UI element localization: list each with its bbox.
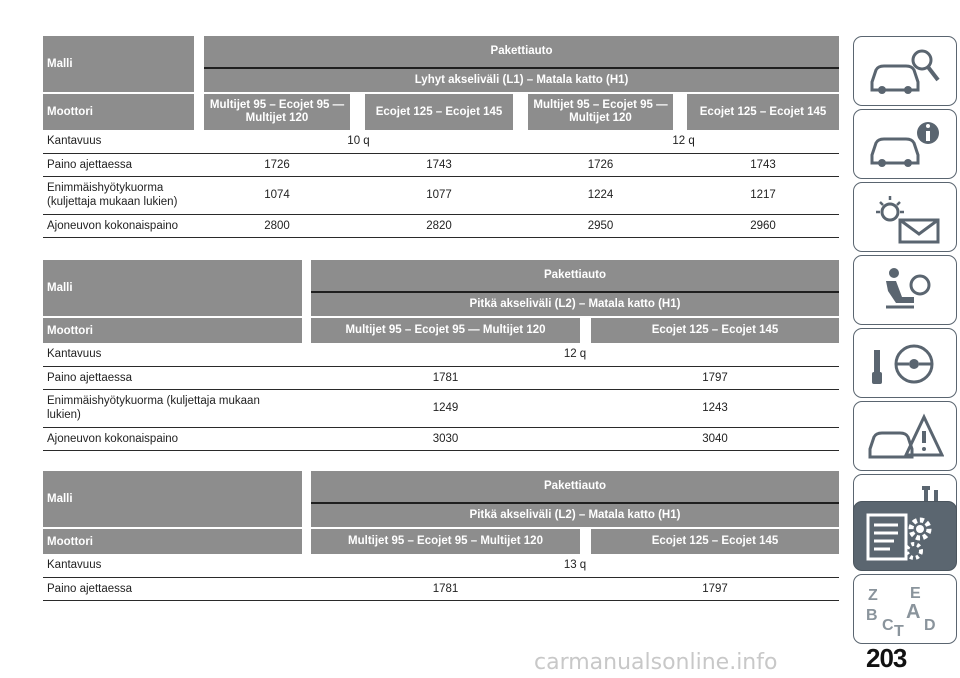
engine-header: Multijet 95 – Ecojet 95 — Multijet 120 — [528, 93, 673, 130]
tab-safety[interactable] — [853, 109, 957, 179]
row-value: 2960 — [687, 214, 839, 237]
row-value: 1217 — [687, 176, 839, 214]
table-row — [43, 577, 839, 600]
row-value: 12 q — [528, 130, 839, 153]
pakettiauto-header: Pakettiauto — [311, 260, 839, 292]
spec-list-gears-icon — [864, 509, 944, 565]
svg-text:D: D — [924, 617, 936, 634]
car-info-icon — [864, 117, 944, 173]
wheelbase-subtitle: Lyhyt akseliväli (L1) – Matala katto (H1) — [204, 68, 839, 93]
row-value: 1797 — [591, 577, 839, 600]
row-label: Paino ajettaessa — [43, 366, 302, 389]
pakettiauto-header: Pakettiauto — [204, 36, 839, 68]
svg-text:A: A — [906, 601, 921, 623]
moottori-label: Moottori — [43, 93, 194, 130]
row-value: 3030 — [311, 427, 580, 450]
tab-index[interactable] — [853, 574, 957, 644]
svg-text:C: C — [882, 617, 894, 634]
engine-header: Ecojet 125 – Ecojet 145 — [591, 317, 839, 343]
svg-text:E: E — [910, 585, 921, 602]
key-steering-wheel-icon — [864, 336, 944, 392]
page-number: 203 — [866, 643, 907, 673]
row-value: 2800 — [204, 214, 350, 237]
table-row — [43, 427, 839, 450]
row-value: 1797 — [591, 366, 839, 389]
svg-text:T: T — [894, 623, 904, 638]
row-value: 2950 — [528, 214, 673, 237]
watermark: carmanualsonline.info — [534, 650, 778, 675]
engine-header: Ecojet 125 – Ecojet 145 — [591, 528, 839, 554]
table-row — [43, 176, 839, 214]
svg-text:Z: Z — [868, 587, 878, 604]
row-value: 1077 — [365, 176, 513, 214]
wheelbase-subtitle: Pitkä akseliväli (L2) – Matala katto (H1) — [311, 503, 839, 528]
row-label: Kantavuus — [43, 130, 194, 153]
warning-light-envelope-icon — [864, 190, 944, 246]
engine-header: Multijet 95 – Ecojet 95 — Multijet 120 — [204, 93, 350, 130]
table-row — [43, 343, 839, 366]
engine-header: Multijet 95 – Ecojet 95 — Multijet 120 — [311, 317, 580, 343]
table-row — [43, 554, 839, 577]
tab-dashboard[interactable] — [853, 36, 957, 106]
spec-table-l2-h1-a — [43, 260, 839, 451]
malli-label: Malli — [43, 260, 302, 317]
row-value: 12 q — [311, 343, 839, 366]
table-row — [43, 153, 839, 176]
table-row — [43, 214, 839, 237]
engine-header: Ecojet 125 – Ecojet 145 — [687, 93, 839, 130]
tab-technical-data[interactable] — [853, 501, 957, 571]
row-value: 1074 — [204, 176, 350, 214]
row-value: 1726 — [204, 153, 350, 176]
seat-airbag-icon — [864, 263, 944, 319]
malli-label: Malli — [43, 36, 194, 93]
car-magnifier-icon — [864, 44, 944, 100]
row-value: 1743 — [365, 153, 513, 176]
row-value: 1224 — [528, 176, 673, 214]
row-value: 1249 — [311, 389, 580, 427]
tab-emergency[interactable] — [853, 401, 957, 471]
row-label: Paino ajettaessa — [43, 577, 302, 600]
row-label: Ajoneuvon kokonaispaino — [43, 214, 194, 237]
row-value: 1781 — [311, 577, 580, 600]
tab-driving[interactable] — [853, 328, 957, 398]
table-row — [43, 366, 839, 389]
table-row — [43, 130, 839, 153]
moottori-label: Moottori — [43, 528, 302, 554]
row-value: 10 q — [204, 130, 513, 153]
wheelbase-subtitle: Pitkä akseliväli (L2) – Matala katto (H1) — [311, 292, 839, 317]
tab-seats-airbags[interactable] — [853, 255, 957, 325]
spec-table-l2-h1-b — [43, 471, 839, 601]
row-value: 3040 — [591, 427, 839, 450]
row-value: 1726 — [528, 153, 673, 176]
row-label: Enimmäishyötykuorma (kuljettaja mukaan lukien) — [43, 389, 302, 427]
row-value: 2820 — [365, 214, 513, 237]
pakettiauto-header: Pakettiauto — [311, 471, 839, 503]
row-label: Kantavuus — [43, 554, 302, 577]
row-value: 1243 — [591, 389, 839, 427]
alphabet-index-icon — [864, 582, 944, 638]
row-value: 13 q — [311, 554, 839, 577]
moottori-label: Moottori — [43, 317, 302, 343]
row-label: Ajoneuvon kokonaispaino — [43, 427, 302, 450]
row-label: Paino ajettaessa — [43, 153, 194, 176]
tab-warnings[interactable] — [853, 182, 957, 252]
engine-header: Ecojet 125 – Ecojet 145 — [365, 93, 513, 130]
car-crash-warning-icon — [864, 409, 944, 465]
row-label: Enimmäishyötykuorma (kuljettaja mukaan lukien) — [43, 176, 194, 214]
svg-text:B: B — [866, 607, 878, 624]
malli-label: Malli — [43, 471, 302, 528]
row-label: Kantavuus — [43, 343, 302, 366]
row-value: 1781 — [311, 366, 580, 389]
row-value: 1743 — [687, 153, 839, 176]
spec-table-l1-h1 — [43, 36, 839, 238]
engine-header: Multijet 95 – Ecojet 95 – Multijet 120 — [311, 528, 580, 554]
table-row — [43, 389, 839, 427]
